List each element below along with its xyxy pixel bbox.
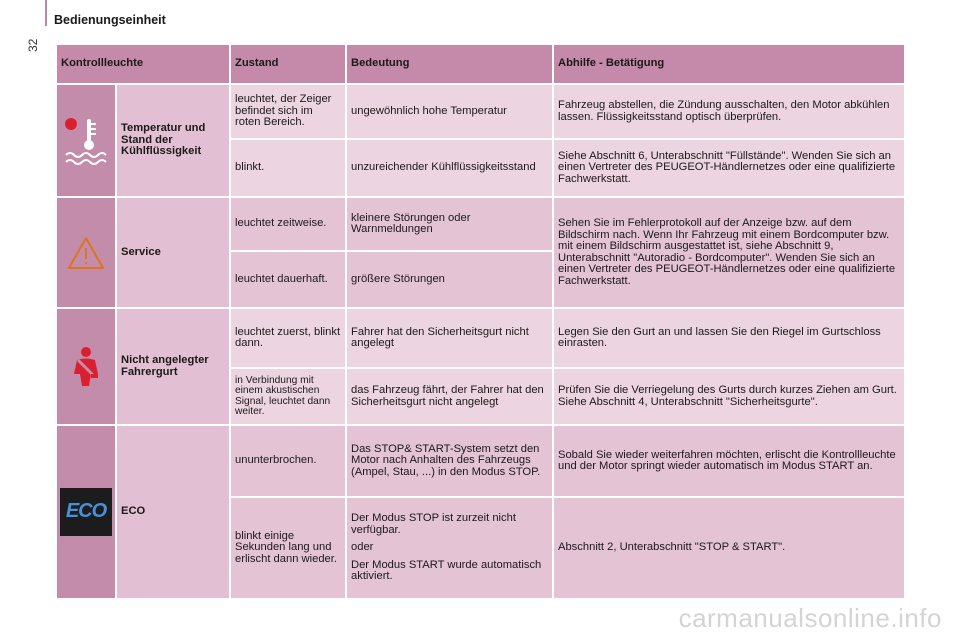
col-header-bedeutung: Bedeutung bbox=[347, 45, 552, 83]
coolant-temperature-icon bbox=[62, 115, 110, 167]
service-zustand-2: leuchtet dauerhaft. bbox=[231, 252, 345, 307]
eco-bedeutung-2-part-2: oder bbox=[351, 541, 374, 554]
seatbelt-abhilfe-1: Legen Sie den Gurt an und lassen Sie den Riegel im Gurtschloss einrasten. bbox=[554, 309, 904, 367]
col-header-kontrollleuchte: Kontrollleuchte bbox=[57, 45, 229, 83]
eco-bedeutung-1: Das STOP& START-System setzt den Motor nach Anhalten des Fahrzeugs (Ampel, Stau, ...) in den Modus STOP. bbox=[347, 426, 552, 496]
eco-bedeutung-2-part-3: Der Modus START wurde automatisch aktiviert. bbox=[351, 558, 542, 583]
service-bedeutung-1: kleinere Störungen oder Warnmeldungen bbox=[347, 198, 552, 250]
section-marker bbox=[45, 0, 47, 26]
eco-abhilfe-1: Sobald Sie wieder weiterfahren möchten, erlischt die Kontrollleuchte und der Motor springt wieder automatisch im Modus START an. bbox=[554, 426, 904, 496]
eco-icon-text: ECO bbox=[65, 500, 107, 523]
service-warning-icon bbox=[66, 235, 106, 271]
col-header-abhilfe: Abhilfe - Betätigung bbox=[554, 45, 904, 83]
seatbelt-bedeutung-2: das Fahrzeug fährt, der Fahrer hat den Sicherheitsgurt nicht angelegt bbox=[347, 369, 552, 424]
coolant-abhilfe-1: Fahrzeug abstellen, die Zündung ausschalten, den Motor abkühlen lassen. Flüssigkeitsstand optisch überprüfen. bbox=[554, 85, 904, 138]
eco-zustand-1: ununterbrochen. bbox=[231, 426, 345, 496]
eco-abhilfe-2: Abschnitt 2, Unterabschnitt "STOP & START". bbox=[554, 498, 904, 598]
warning-light-table bbox=[57, 45, 904, 598]
service-icon-cell bbox=[57, 198, 115, 307]
coolant-bedeutung-2: unzureichender Kühlflüssigkeitsstand bbox=[347, 140, 552, 196]
eco-icon-cell bbox=[57, 426, 115, 598]
eco-label: ECO bbox=[117, 426, 229, 598]
coolant-zustand-2: blinkt. bbox=[231, 140, 345, 196]
section-title: Bedienungseinheit bbox=[54, 13, 166, 27]
eco-zustand-2: blinkt einige Sekunden lang und erlischt dann wieder. bbox=[231, 498, 345, 598]
seatbelt-icon-cell bbox=[57, 309, 115, 424]
seatbelt-abhilfe-2: Prüfen Sie die Verriegelung des Gurts durch kurzes Ziehen am Gurt. Siehe Abschnitt 4, Unterabschnitt "Sicherheitsgurte". bbox=[554, 369, 904, 424]
seatbelt-label: Nicht angelegter Fahrergurt bbox=[117, 309, 229, 424]
seatbelt-icon bbox=[67, 346, 105, 388]
coolant-icon-cell bbox=[57, 85, 115, 196]
coolant-abhilfe-2: Siehe Abschnitt 6, Unterabschnitt "Füllstände". Wenden Sie sich an einen Vertreter des PEUGEOT-Händlernetzes oder eine qualifizierte Fachwerkstatt. bbox=[554, 140, 904, 196]
seatbelt-zustand-2: in Verbindung mit einem akustischen Signal, leuchtet dann weiter. bbox=[231, 369, 345, 424]
service-label: Service bbox=[117, 198, 229, 307]
page-number: 32 bbox=[26, 38, 40, 52]
eco-icon bbox=[60, 488, 112, 536]
seatbelt-zustand-1: leuchtet zuerst, blinkt dann. bbox=[231, 309, 345, 367]
eco-bedeutung-2 bbox=[347, 498, 552, 598]
coolant-zustand-1: leuchtet, der Zeiger befindet sich im roten Bereich. bbox=[231, 85, 345, 138]
watermark: carmanualsonline.info bbox=[678, 603, 942, 633]
service-zustand-1: leuchtet zeitweise. bbox=[231, 198, 345, 250]
seatbelt-bedeutung-1: Fahrer hat den Sicherheitsgurt nicht angelegt bbox=[347, 309, 552, 367]
coolant-label: Temperatur und Stand der Kühlflüssigkeit bbox=[117, 85, 229, 196]
eco-bedeutung-2-part-1: Der Modus STOP ist zurzeit nicht verfügbar. bbox=[351, 512, 516, 536]
col-header-zustand: Zustand bbox=[231, 45, 345, 83]
service-bedeutung-2: größere Störungen bbox=[347, 252, 552, 307]
service-abhilfe: Sehen Sie im Fehlerprotokoll auf der Anzeige bzw. auf dem Bildschirm nach. Wenn Ihr Fahrzeug mit einem Bordcomputer bzw. mit einem Bildschirm ausgestattet ist, siehe Abschnitt 9, Unterabschnitt "Autoradio - Bordcomputer". Wenden Sie sich an einen Vertreter des PEUGEOT-Händlernetzes oder eine qualifizierte Fachwerkstatt. bbox=[554, 198, 904, 307]
coolant-bedeutung-1: ungewöhnlich hohe Temperatur bbox=[347, 85, 552, 138]
